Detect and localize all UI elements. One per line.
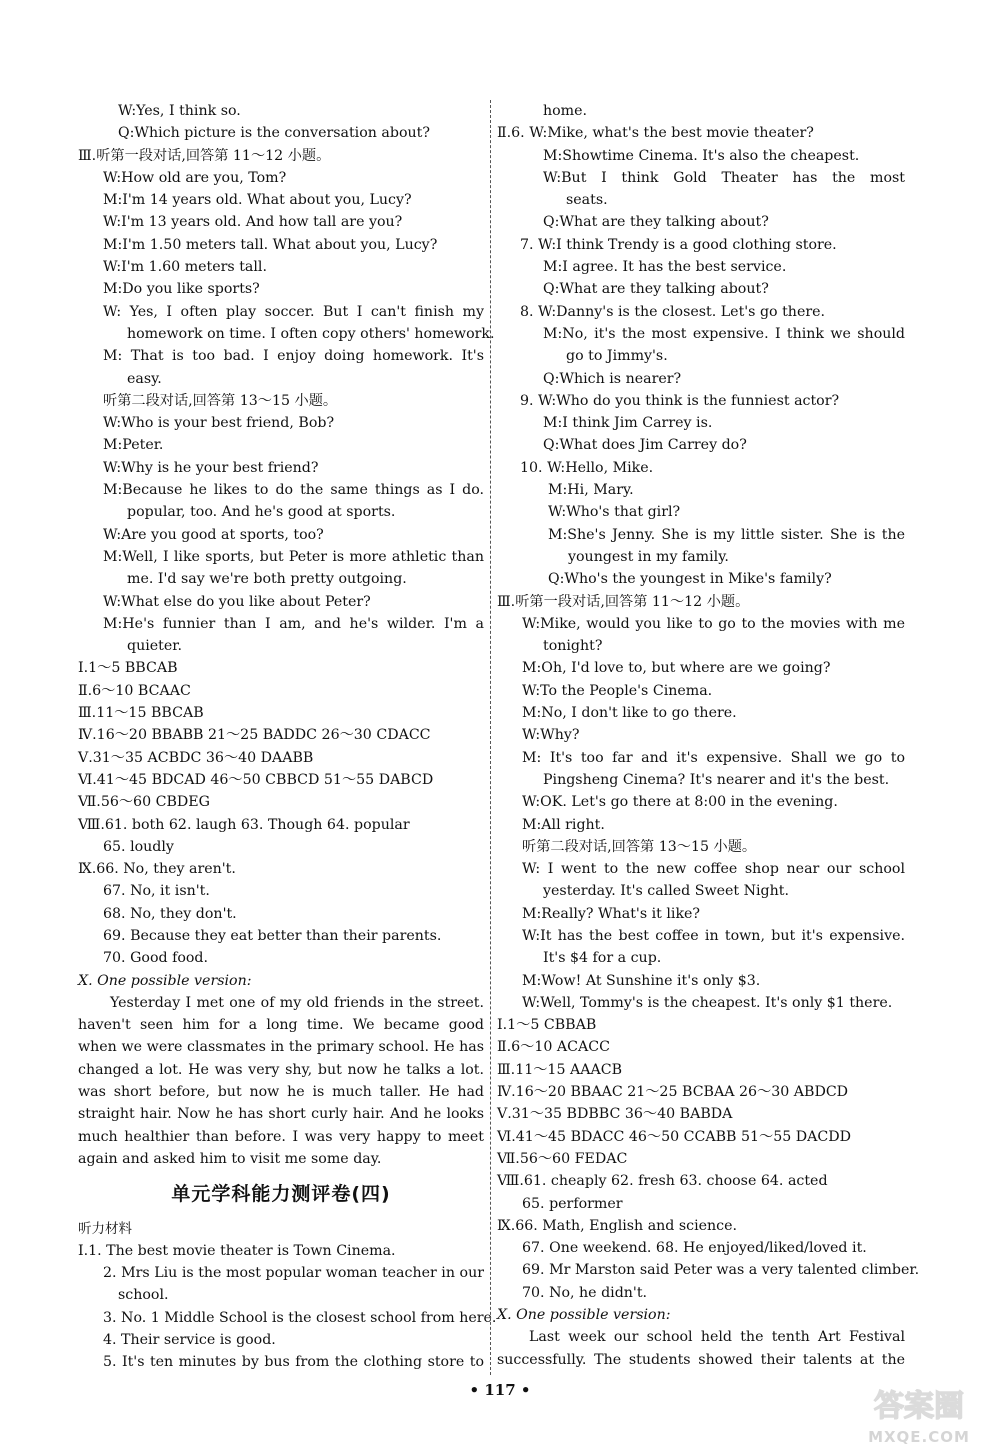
line-text: 70. No, he didn't. bbox=[522, 1284, 648, 1301]
text-line bbox=[497, 635, 905, 657]
left-main-lines bbox=[78, 100, 495, 1170]
text-line bbox=[497, 1014, 905, 1036]
text-line bbox=[78, 256, 484, 278]
line-text: again and asked him to visit me some day. bbox=[78, 1150, 382, 1167]
text-line bbox=[497, 836, 905, 858]
text-line bbox=[78, 434, 484, 456]
text-line bbox=[78, 1240, 484, 1262]
line-text: W:I'm 1.60 meters tall. bbox=[103, 259, 267, 276]
line-text: popular, too. And he's good at sports. bbox=[127, 504, 396, 521]
text-line bbox=[78, 457, 484, 479]
text-line bbox=[497, 568, 905, 590]
right-column bbox=[497, 100, 920, 1371]
line-text: Ⅲ.11～15 AAACB bbox=[497, 1061, 623, 1078]
text-line bbox=[497, 1282, 905, 1304]
text-line bbox=[497, 100, 905, 122]
line-text: Ⅳ.16～20 BBAAC 21～25 BCBAA 26～30 ABDCD bbox=[497, 1084, 849, 1101]
line-text: Ⅹ. One possible version: bbox=[497, 1307, 671, 1324]
text-line bbox=[78, 1262, 484, 1284]
text-line bbox=[78, 880, 484, 902]
line-text: tonight? bbox=[543, 638, 603, 655]
line-text: It's $4 for a cup. bbox=[543, 950, 662, 967]
text-line bbox=[78, 501, 484, 523]
line-text: 3. No. 1 Middle School is the closest school from here. bbox=[103, 1309, 497, 1326]
line-text: W:Who's that girl? bbox=[548, 504, 681, 521]
text-line bbox=[497, 323, 905, 345]
line-text: M:She's Jenny. She is my little sister. She is the bbox=[548, 526, 905, 543]
text-line bbox=[497, 903, 905, 925]
text-line bbox=[78, 345, 484, 367]
text-line bbox=[78, 1351, 484, 1373]
text-line bbox=[78, 925, 484, 947]
line-text: Yesterday I met one of my old friends in the street. bbox=[110, 994, 484, 1011]
line-text: W:I'm 13 years old. And how tall are you? bbox=[103, 214, 403, 231]
line-text: M:Hi, Mary. bbox=[548, 482, 634, 499]
text-line bbox=[497, 702, 905, 724]
line-text: Q:What does Jim Carrey do? bbox=[543, 437, 747, 454]
line-text: Q:What are they talking about? bbox=[543, 281, 769, 298]
text-line bbox=[78, 278, 484, 300]
text-line bbox=[497, 680, 905, 702]
line-text: 10. W:Hello, Mike. bbox=[520, 459, 654, 476]
text-line bbox=[497, 1259, 920, 1281]
text-line bbox=[78, 479, 484, 501]
text-line bbox=[78, 1036, 484, 1058]
text-line bbox=[78, 524, 484, 546]
text-line bbox=[78, 1329, 484, 1351]
text-line bbox=[497, 1193, 905, 1215]
line-text: Ⅵ.41～45 BDCAD 46～50 CBBCD 51～55 DABCD bbox=[78, 771, 434, 788]
line-text: 听第二段对话,回答第 13～15 小题。 bbox=[522, 838, 757, 855]
line-text: Ⅷ.61. both 62. laugh 63. Though 64. popular bbox=[78, 816, 410, 833]
line-text: 听第二段对话,回答第 13～15 小题。 bbox=[103, 392, 338, 409]
left-column bbox=[78, 100, 497, 1374]
text-line bbox=[497, 524, 905, 546]
line-text: Q:Which picture is the conversation about? bbox=[118, 125, 430, 142]
line-text: M: It's too far and it's expensive. Shall we go to bbox=[522, 749, 905, 766]
line-text: W:Who is your best friend, Bob? bbox=[103, 415, 335, 432]
text-line bbox=[78, 769, 484, 791]
line-text: go to Jimmy's. bbox=[566, 348, 668, 365]
text-line bbox=[78, 858, 484, 880]
line-text: Ⅱ.6～10 BCAAC bbox=[78, 682, 191, 699]
line-text: when we were classmates in the primary school. He has bbox=[78, 1039, 484, 1056]
line-text: Ⅲ.听第一段对话,回答第 11～12 小题。 bbox=[497, 593, 750, 610]
line-text: successfully. The students showed their talents at the bbox=[497, 1351, 905, 1368]
text-line bbox=[78, 301, 484, 323]
line-text: homework on time. I often copy others' homework. bbox=[127, 325, 495, 342]
watermark-top-text: 答案圈 bbox=[874, 1389, 964, 1424]
text-line bbox=[78, 1081, 484, 1103]
line-text: M:I'm 14 years old. What about you, Lucy? bbox=[103, 192, 412, 209]
line-text: W:Well, Tommy's is the cheapest. It's only $1 there. bbox=[522, 994, 893, 1011]
line-text: easy. bbox=[127, 370, 162, 387]
line-text: Ⅹ. One possible version: bbox=[78, 972, 252, 989]
text-line bbox=[497, 1237, 905, 1259]
text-line bbox=[497, 591, 905, 613]
text-line bbox=[78, 122, 484, 144]
line-text: Ⅸ.66. No, they aren't. bbox=[78, 861, 236, 878]
line-text: 69. Because they eat better than their parents. bbox=[103, 927, 442, 944]
text-line bbox=[78, 1014, 484, 1036]
text-line bbox=[497, 947, 905, 969]
text-line bbox=[78, 836, 484, 858]
left-tail-lines bbox=[78, 1240, 497, 1374]
line-text: W:OK. Let's go there at 8:00 in the evening. bbox=[522, 794, 838, 811]
line-text: 65. performer bbox=[522, 1195, 623, 1212]
text-line bbox=[497, 301, 905, 323]
line-text: Ⅵ.41～45 BDACC 46～50 CCABB 51～55 DACDD bbox=[497, 1128, 852, 1145]
line-text: Ⅲ.听第一段对话,回答第 11～12 小题。 bbox=[78, 147, 331, 164]
text-line bbox=[78, 368, 484, 390]
line-text: W:Why is he your best friend? bbox=[103, 459, 319, 476]
text-line bbox=[497, 234, 905, 256]
text-line bbox=[78, 323, 495, 345]
line-text: home. bbox=[543, 103, 588, 119]
text-line bbox=[78, 702, 484, 724]
page-number-value: 117 bbox=[484, 1381, 516, 1399]
right-main-lines bbox=[497, 100, 920, 1371]
text-line bbox=[497, 657, 905, 679]
line-text: M:I think Jim Carrey is. bbox=[543, 415, 713, 432]
line-text: M:Oh, I'd love to, but where are we going? bbox=[522, 660, 831, 677]
text-line bbox=[497, 189, 905, 211]
line-text: 9. W:Who do you think is the funniest actor? bbox=[520, 392, 840, 409]
text-line bbox=[497, 211, 905, 233]
text-line bbox=[78, 680, 484, 702]
text-line bbox=[497, 479, 905, 501]
line-text: M:Do you like sports? bbox=[103, 281, 260, 298]
text-line bbox=[78, 1103, 484, 1125]
text-line bbox=[497, 1036, 905, 1058]
text-line bbox=[497, 501, 905, 523]
line-text: much healthier than before. I was very happy to meet bbox=[78, 1128, 484, 1145]
line-text: W: Yes, I often play soccer. But I can't finish my bbox=[103, 303, 484, 320]
text-line bbox=[78, 234, 484, 256]
line-text: M: That is too bad. I enjoy doing homework. It's bbox=[103, 348, 484, 365]
line-text: M:Because he likes to do the same things as I do. bbox=[103, 482, 484, 499]
text-line bbox=[497, 368, 905, 390]
line-text: M:Peter. bbox=[103, 437, 164, 454]
text-line bbox=[78, 568, 484, 590]
line-text: Ⅲ.11～15 BBCAB bbox=[78, 705, 204, 722]
text-line bbox=[497, 747, 905, 769]
text-line bbox=[497, 1304, 905, 1326]
line-text: M:Well, I like sports, but Peter is more athletic than bbox=[103, 548, 484, 565]
line-text: 5. It's ten minutes by bus from the clothing store to bbox=[103, 1354, 484, 1371]
line-text: Ⅱ.6～10 ACACC bbox=[497, 1039, 610, 1056]
line-text: Ⅰ.1. The best movie theater is Town Cinema. bbox=[78, 1242, 396, 1259]
line-text: M:Really? What's it like? bbox=[522, 905, 701, 922]
text-line bbox=[78, 992, 484, 1014]
line-text: haven't seen him for a long time. We became good bbox=[78, 1017, 484, 1034]
watermark-text: MXQE.COM bbox=[868, 1428, 970, 1446]
text-line bbox=[497, 613, 905, 635]
line-text: Q:What are they talking about? bbox=[543, 214, 769, 231]
line-text: Last week our school held the tenth Art Festival bbox=[529, 1329, 905, 1346]
text-line bbox=[497, 769, 905, 791]
text-line bbox=[78, 211, 484, 233]
text-line bbox=[497, 1349, 905, 1371]
line-text: 65. loudly bbox=[103, 838, 174, 855]
text-line bbox=[497, 1081, 905, 1103]
text-line bbox=[497, 992, 905, 1014]
text-line bbox=[78, 657, 484, 679]
text-line bbox=[78, 100, 484, 122]
line-text: 2. Mrs Liu is the most popular woman teacher in our bbox=[103, 1265, 484, 1282]
text-line bbox=[497, 880, 905, 902]
text-line bbox=[78, 167, 484, 189]
line-text: 68. No, they don't. bbox=[103, 905, 237, 922]
line-text: Q:Who's the youngest in Mike's family? bbox=[548, 571, 832, 588]
text-line bbox=[497, 1170, 905, 1192]
text-line bbox=[78, 613, 484, 635]
line-text: 67. One weekend. 68. He enjoyed/liked/loved it. bbox=[522, 1240, 867, 1257]
text-line bbox=[497, 1215, 905, 1237]
line-text: 7. W:I think Trendy is a good clothing store. bbox=[520, 236, 837, 253]
text-line bbox=[78, 970, 484, 992]
line-text: me. I'd say we're both pretty outgoing. bbox=[127, 571, 407, 588]
text-line bbox=[78, 1059, 484, 1081]
line-text: seats. bbox=[566, 192, 608, 209]
text-line bbox=[78, 1307, 497, 1329]
line-text: M:Wow! At Sunshine it's only $3. bbox=[522, 972, 761, 989]
line-text: W:Are you good at sports, too? bbox=[103, 526, 324, 543]
text-line bbox=[78, 412, 484, 434]
line-text: W:Why? bbox=[522, 727, 580, 744]
line-text: Ⅰ.1～5 CBBAB bbox=[497, 1017, 597, 1034]
text-line bbox=[78, 724, 484, 746]
text-line bbox=[497, 1126, 905, 1148]
text-line bbox=[78, 1126, 484, 1148]
text-line bbox=[78, 1148, 484, 1170]
line-text: 4. Their service is good. bbox=[103, 1332, 276, 1349]
line-text: Ⅴ.31～35 BDBBC 36～40 BABDA bbox=[497, 1106, 733, 1123]
line-text: W:Yes, I think so. bbox=[118, 103, 241, 119]
line-text: Ⅶ.56～60 FEDAC bbox=[497, 1150, 628, 1167]
text-line bbox=[497, 1148, 905, 1170]
text-line bbox=[78, 591, 484, 613]
text-line bbox=[497, 814, 905, 836]
text-line bbox=[497, 390, 905, 412]
line-text: Ⅶ.56～60 CBDEG bbox=[78, 794, 210, 811]
line-text: M:I'm 1.50 meters tall. What about you, Lucy? bbox=[103, 236, 438, 253]
line-text: M:Showtime Cinema. It's also the cheapest. bbox=[543, 147, 860, 164]
line-text: Ⅸ.66. Math, English and science. bbox=[497, 1217, 738, 1234]
line-text: youngest in my family. bbox=[568, 548, 729, 565]
line-text: Ⅷ.61. cheaply 62. fresh 63. choose 64. acted bbox=[497, 1173, 828, 1190]
line-text: 8. W:Danny's is the closest. Let's go there. bbox=[520, 303, 826, 320]
line-text: W:But I think Gold Theater has the most bbox=[543, 169, 905, 186]
text-line bbox=[78, 189, 484, 211]
text-line bbox=[497, 1103, 905, 1125]
line-text: was short before, but now he is much taller. He had bbox=[78, 1084, 484, 1101]
text-line bbox=[497, 345, 905, 367]
line-text: school. bbox=[118, 1287, 169, 1304]
text-line bbox=[78, 145, 484, 167]
line-text: W:To the People's Cinema. bbox=[522, 682, 713, 699]
line-text: straight hair. Now he has short curly hair. And he looks bbox=[78, 1106, 484, 1123]
listening-label: 听力材料 bbox=[78, 1220, 132, 1237]
column-divider bbox=[490, 100, 491, 1375]
text-line bbox=[497, 434, 905, 456]
text-line bbox=[497, 278, 905, 300]
line-text: M:No, I don't like to go there. bbox=[522, 705, 737, 722]
watermark-logo bbox=[844, 1380, 994, 1450]
text-line bbox=[78, 814, 484, 836]
line-text: quieter. bbox=[127, 638, 182, 655]
line-text: W: I went to the new coffee shop near our school bbox=[522, 861, 905, 878]
text-line bbox=[497, 457, 905, 479]
line-text: M:He's funnier than I am, and he's wilder. I'm a bbox=[103, 615, 484, 632]
text-line bbox=[78, 903, 484, 925]
line-text: M:All right. bbox=[522, 816, 605, 833]
text-line bbox=[497, 858, 905, 880]
text-line bbox=[497, 925, 905, 947]
text-line bbox=[78, 635, 484, 657]
text-line bbox=[78, 1284, 484, 1306]
text-line bbox=[78, 390, 484, 412]
text-line bbox=[497, 970, 905, 992]
line-text: Ⅴ.31～35 ACBDC 36～40 DAABB bbox=[78, 749, 314, 766]
text-line bbox=[78, 546, 484, 568]
text-line bbox=[497, 122, 905, 144]
text-line bbox=[497, 167, 905, 189]
line-text: 67. No, it isn't. bbox=[103, 883, 210, 900]
text-line bbox=[78, 791, 484, 813]
line-text: Ⅳ.16～20 BBABB 21～25 BADDC 26～30 CDACC bbox=[78, 727, 431, 744]
line-text: Ⅱ.6. W:Mike, what's the best movie theater? bbox=[497, 125, 814, 142]
text-line bbox=[78, 947, 484, 969]
line-text: 70. Good food. bbox=[103, 950, 209, 967]
page-dot-right: • bbox=[515, 1381, 531, 1399]
text-line bbox=[497, 1326, 905, 1348]
text-line bbox=[497, 412, 905, 434]
page-dot-left: • bbox=[469, 1381, 485, 1399]
line-text: Pingsheng Cinema? It's nearer and it's the best. bbox=[543, 771, 890, 788]
section-heading: 单元学科能力测评卷(四) bbox=[171, 1183, 391, 1206]
text-line bbox=[497, 791, 905, 813]
line-text: W:Mike, would you like to go to the movies with me bbox=[522, 615, 905, 632]
line-text: changed a lot. He was very shy, but now he talks a lot. bbox=[78, 1061, 484, 1078]
line-text: yesterday. It's called Sweet Night. bbox=[543, 883, 789, 900]
line-text: M:I agree. It has the best service. bbox=[543, 259, 787, 276]
text-line bbox=[497, 724, 905, 746]
line-text: M:No, it's the most expensive. I think we should bbox=[543, 325, 905, 342]
text-line bbox=[78, 747, 484, 769]
text-line bbox=[497, 145, 905, 167]
text-line bbox=[497, 1059, 905, 1081]
text-line bbox=[497, 546, 905, 568]
line-text: Q:Which is nearer? bbox=[543, 370, 682, 387]
text-line bbox=[497, 256, 905, 278]
line-text: W:How old are you, Tom? bbox=[103, 169, 287, 186]
line-text: 69. Mr Marston said Peter was a very talented climber. bbox=[522, 1262, 920, 1279]
line-text: W:It has the best coffee in town, but it's expensive. bbox=[522, 927, 905, 944]
line-text: Ⅰ.1～5 BBCAB bbox=[78, 660, 178, 677]
line-text: W:What else do you like about Peter? bbox=[103, 593, 371, 610]
